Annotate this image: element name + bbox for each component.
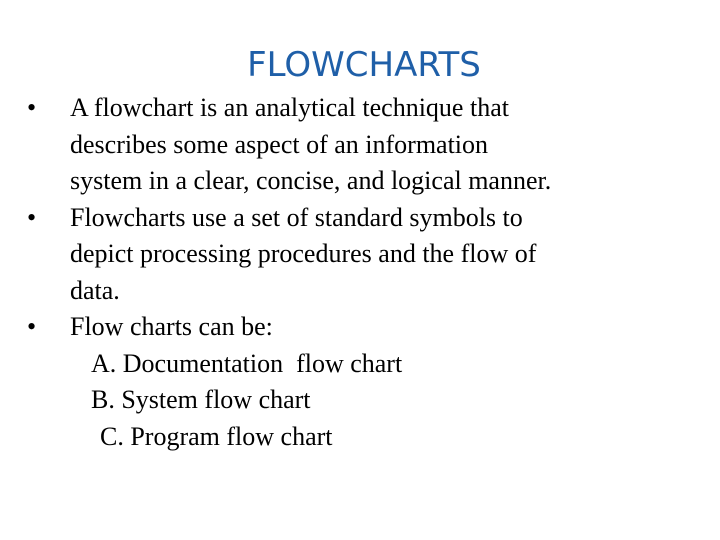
sub-item-program: C. Program flow chart — [100, 421, 333, 451]
bullet-2-line-1: Flowcharts use a set of standard symbols to — [70, 202, 523, 232]
slide-title: FLOWCHARTS — [247, 45, 481, 85]
bullet-item-3 — [22, 309, 702, 346]
bullet-2-line-2: depict processing procedures and the flow of — [70, 239, 537, 268]
slide-body — [22, 90, 702, 455]
bullet-icon: • — [27, 312, 37, 341]
sub-item-documentation: A. Documentation flow chart — [91, 348, 403, 378]
bullet-item-2 — [22, 200, 702, 310]
bullet-item-1 — [22, 90, 702, 200]
bullet-1-line-3: system in a clear, concise, and logical manner. — [70, 166, 552, 195]
bullet-3-line-1: Flow charts can be: — [70, 312, 273, 341]
bullet-2-line-3: data. — [70, 275, 120, 305]
bullet-1-line-2: describes some aspect of an information — [70, 129, 489, 159]
bullet-1-line-1: A flowchart is an analytical technique that — [70, 93, 509, 122]
bullet-icon: • — [27, 202, 37, 232]
sub-item-system: B. System flow chart — [91, 385, 311, 414]
bullet-icon: • — [27, 93, 37, 122]
